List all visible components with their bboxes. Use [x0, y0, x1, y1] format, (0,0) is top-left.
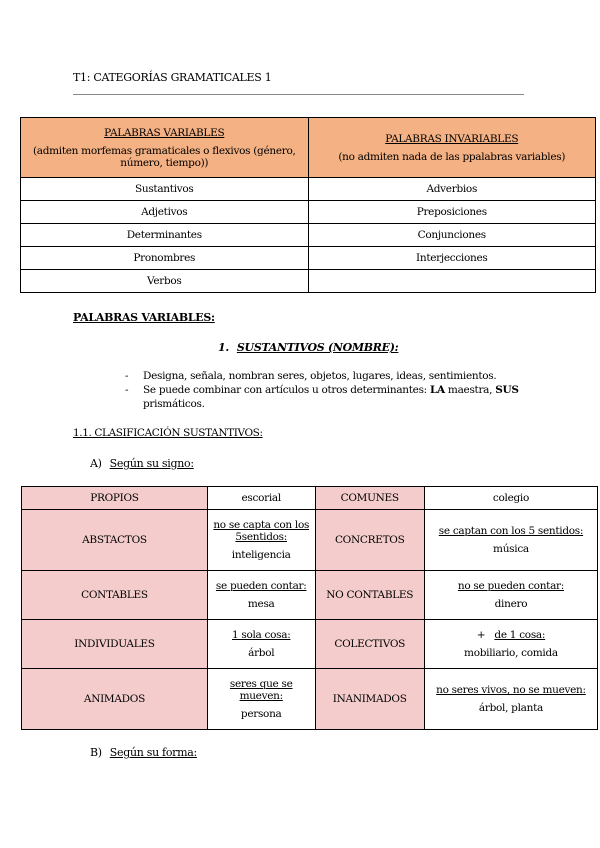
example-cell: colegio — [424, 487, 597, 510]
example-text: árbol — [248, 647, 275, 659]
category-cell: CONCRETOS — [315, 510, 424, 571]
title-underline — [73, 94, 524, 95]
definition-label: no se pueden contar: — [457, 580, 564, 592]
table-cell: Preposiciones — [308, 201, 596, 224]
subsection-number: 1. — [218, 341, 229, 354]
variable-words-note: (admiten morfemas gramaticales o flexivos (género, número, tiempo)) — [32, 144, 296, 169]
subsection-b — [90, 746, 197, 759]
table-cell — [308, 270, 596, 293]
table-cell: Verbos — [21, 270, 309, 293]
table-row — [22, 571, 598, 620]
table-cell: Determinantes — [21, 224, 309, 247]
table-row — [21, 270, 596, 293]
list-item-text: Se puede combinar con artículos u otros determinantes: LA maestra, SUS prismáticos. — [143, 384, 519, 410]
invariable-words-title: PALABRAS INVARIABLES — [385, 132, 519, 145]
table-row — [21, 178, 596, 201]
definition-list — [125, 369, 545, 411]
category-cell: INANIMADOS — [315, 669, 424, 730]
bullet-dash: - — [125, 370, 129, 382]
invariable-words-note: (no admiten nada de las ppalabras variables) — [338, 150, 566, 163]
example-cell — [207, 669, 315, 730]
example-text: inteligencia — [231, 549, 291, 561]
list-item-text: Designa, señala, nombran seres, objetos, lugares, ideas, sentimientos. — [143, 370, 497, 382]
header-variable-words — [21, 118, 309, 178]
example-text: persona — [240, 708, 282, 720]
category-cell: INDIVIDUALES — [22, 620, 208, 669]
plus-symbol: + — [476, 629, 486, 641]
example-cell — [424, 571, 597, 620]
table-cell: Adverbios — [308, 178, 596, 201]
definition-label: seres que se mueven: — [229, 678, 293, 702]
example-cell — [207, 510, 315, 571]
table-row — [21, 201, 596, 224]
subsection-a-letter: A) — [90, 457, 102, 470]
example-text: mobiliario, comida — [464, 647, 558, 659]
definition-label: 1 sola cosa: — [231, 629, 291, 641]
category-cell: CONTABLES — [22, 571, 208, 620]
subsection-b-letter: B) — [90, 746, 102, 759]
example-text: música — [493, 543, 529, 555]
example-cell: escorial — [207, 487, 315, 510]
category-cell: COLECTIVOS — [315, 620, 424, 669]
noun-classification-table — [21, 486, 598, 730]
definition-label: no seres vivos, no se mueven: — [436, 684, 586, 696]
table-row — [22, 487, 598, 510]
table-row — [22, 669, 598, 730]
table-row — [21, 247, 596, 270]
example-cell — [424, 620, 597, 669]
category-cell: PROPIOS — [22, 487, 208, 510]
definition-label: no se capta con los 5sentidos: — [213, 519, 310, 543]
subsection-b-title: Según su forma: — [109, 746, 197, 759]
example-text: mesa — [247, 598, 275, 610]
table-cell: Interjecciones — [308, 247, 596, 270]
table-row — [21, 224, 596, 247]
category-cell: COMUNES — [315, 487, 424, 510]
example-text: árbol, planta — [478, 702, 543, 714]
bullet-dash: - — [125, 384, 129, 396]
subsection-heading — [218, 341, 398, 354]
list-item — [125, 383, 545, 411]
table-cell: Sustantivos — [21, 178, 309, 201]
definition-label: se captan con los 5 sentidos: — [438, 525, 584, 537]
definition-label: se pueden contar: — [215, 580, 307, 592]
example-cell — [424, 669, 597, 730]
example-cell — [207, 571, 315, 620]
category-cell: ABSTACTOS — [22, 510, 208, 571]
table-cell: Conjunciones — [308, 224, 596, 247]
header-invariable-words — [308, 118, 596, 178]
subsection-title: SUSTANTIVOS (NOMBRE): — [236, 341, 399, 354]
classification-heading: 1.1. CLASIFICACIÓN SUSTANTIVOS: — [73, 427, 263, 439]
category-cell: ANIMADOS — [22, 669, 208, 730]
example-text: dinero — [494, 598, 528, 610]
example-cell — [424, 510, 597, 571]
example-cell — [207, 620, 315, 669]
section-heading: PALABRAS VARIABLES: — [73, 311, 215, 324]
variable-words-title: PALABRAS VARIABLES — [104, 126, 225, 139]
table-cell: Adjetivos — [21, 201, 309, 224]
definition-label: + de 1 cosa: — [476, 629, 546, 641]
category-cell: NO CONTABLES — [315, 571, 424, 620]
table-row — [22, 620, 598, 669]
subsection-a — [90, 457, 194, 470]
table-row — [22, 510, 598, 571]
word-categories-table — [20, 117, 596, 293]
document-title: T1: CATEGORÍAS GRAMATICALES 1 — [73, 71, 272, 84]
list-item — [125, 369, 545, 383]
subsection-a-title: Según su signo: — [109, 457, 194, 470]
table-cell: Pronombres — [21, 247, 309, 270]
